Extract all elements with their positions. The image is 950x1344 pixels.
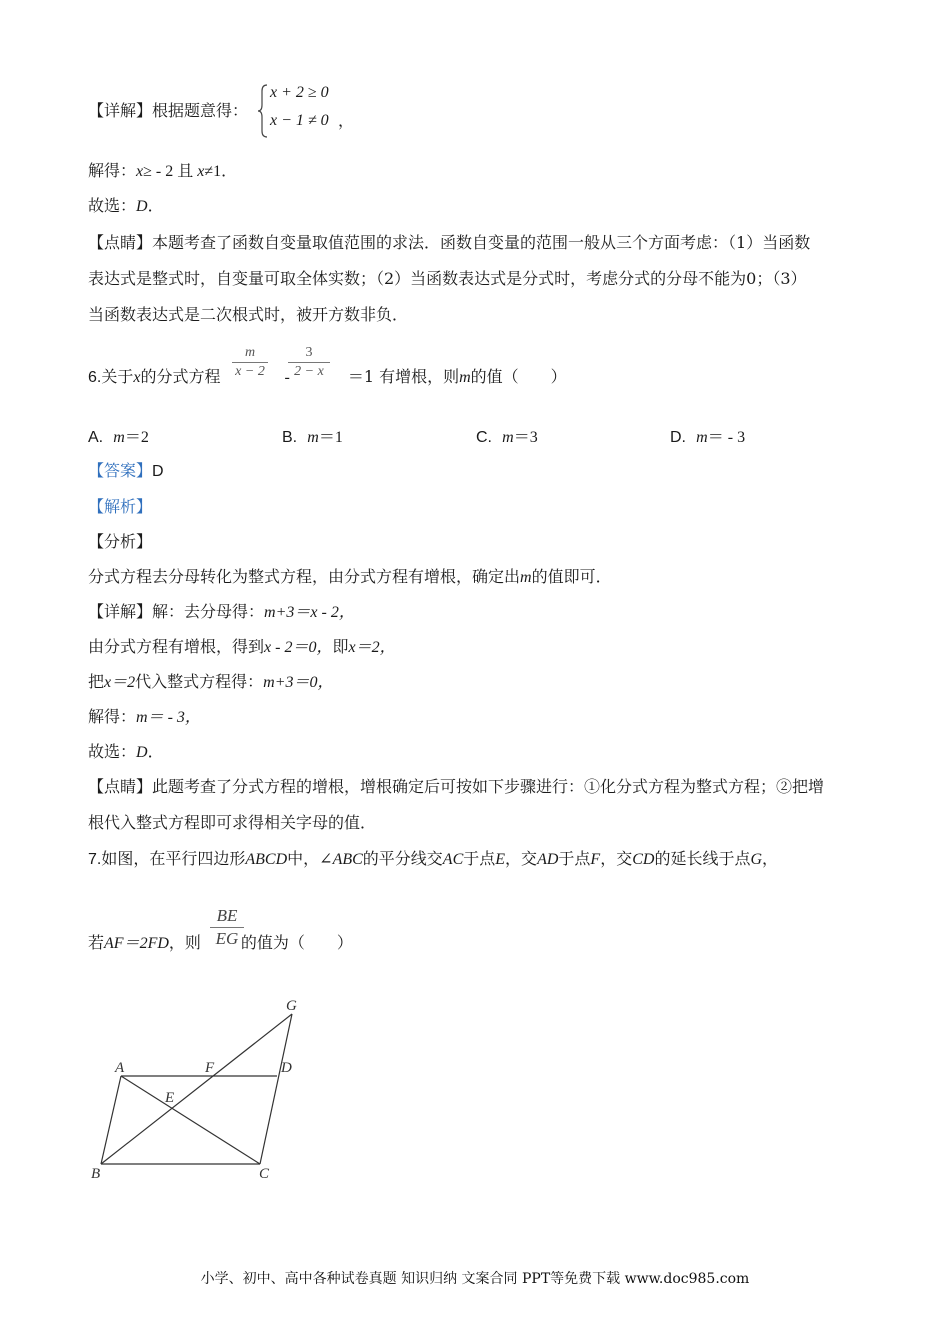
detail-end: ． bbox=[147, 742, 164, 761]
q6-frac2-numerator: 3 bbox=[305, 345, 313, 360]
q7-text: ，则 bbox=[168, 933, 201, 952]
q6-option-c[interactable] bbox=[476, 424, 538, 447]
q6-number: 6. bbox=[88, 369, 102, 386]
q7-frac-denominator: EG bbox=[215, 929, 239, 948]
detail-equation: x - 2＝0， bbox=[264, 639, 333, 656]
solve-var-x: x bbox=[136, 163, 144, 180]
q7-math: AD bbox=[537, 851, 559, 868]
q7-math: ABC bbox=[332, 851, 363, 868]
detail-text: 解得： bbox=[88, 707, 137, 726]
q7-math: G bbox=[750, 851, 763, 868]
q6-option-d[interactable] bbox=[670, 424, 745, 447]
page-footer: 小学、初中、高中各种试卷真题 知识归纳 文案合同 PPT等免费下载 www.doc985.com bbox=[200, 1271, 750, 1287]
detail-equation: m+3＝0， bbox=[263, 674, 334, 691]
detail-equation: x＝2， bbox=[348, 639, 396, 656]
fenxi-text-b: 的值即可． bbox=[531, 567, 612, 586]
solve-relation: ≥ - 2 且 bbox=[143, 163, 198, 180]
q6-option-b[interactable] bbox=[282, 424, 343, 447]
option-var: m bbox=[307, 429, 319, 446]
q6-var-x: x bbox=[133, 369, 141, 386]
label-g: G bbox=[286, 998, 297, 1014]
choose-line bbox=[88, 195, 164, 218]
detail-text: 把 bbox=[88, 672, 105, 691]
option-value: ＝2 bbox=[124, 429, 149, 446]
q7-number: 7. bbox=[88, 851, 102, 868]
point-line-2: 表达式是整式时，自变量可取全体实数；（2）当函数表达式是分式时，考虑分式的分母不能为0；（3） bbox=[88, 269, 807, 288]
q7-text: ， bbox=[762, 849, 779, 868]
system-comma: ， bbox=[338, 111, 355, 130]
q7-math: ABCD bbox=[245, 851, 288, 868]
q6-option-a[interactable] bbox=[88, 424, 149, 447]
choose-answer: D bbox=[136, 198, 148, 215]
analysis-label: 【解析】 bbox=[88, 497, 153, 516]
q7-text: 的值为（ ） bbox=[240, 933, 353, 952]
detail-label: 【详解】 bbox=[88, 101, 153, 120]
q7-text: 于点 bbox=[558, 849, 591, 868]
point-label: 【点睛】 bbox=[88, 777, 153, 796]
detail-text: 即 bbox=[332, 637, 349, 656]
label-e: E bbox=[165, 1090, 175, 1106]
solve-rest: ≠1． bbox=[204, 163, 238, 180]
q7-text: 于点 bbox=[463, 849, 496, 868]
solve-prefix: 解得： bbox=[88, 161, 137, 180]
point-line-1 bbox=[88, 232, 810, 254]
detail-equation: m＝ - 3， bbox=[136, 709, 201, 726]
q7-frac-numerator: BE bbox=[216, 906, 238, 925]
option-letter: B. bbox=[282, 429, 298, 446]
option-var: m bbox=[113, 429, 125, 446]
q7-stem-line-1 bbox=[88, 848, 778, 871]
q6-detail-line-2 bbox=[88, 636, 396, 659]
q7-text: ，交 bbox=[600, 849, 633, 868]
detail-answer: D bbox=[136, 744, 148, 761]
option-letter: D. bbox=[670, 429, 686, 446]
point-text-1: 本题考查了函数自变量取值范围的求法．函数自变量的范围一般从三个方面考虑：（1）当函数 bbox=[152, 233, 811, 252]
q6-text-b: 的分式方程 bbox=[140, 367, 221, 386]
q6-text-c: ＝1 有增根，则 bbox=[347, 367, 460, 386]
inequality-row-1: x + 2 ≥ 0 bbox=[270, 84, 329, 101]
choose-end: ． bbox=[147, 196, 164, 215]
q7-text: 中，∠ bbox=[287, 849, 333, 868]
q7-fraction bbox=[210, 905, 244, 950]
q7-math: AC bbox=[442, 851, 464, 868]
q7-text: 如图，在平行四边形 bbox=[101, 849, 246, 868]
q6-point-line-1 bbox=[88, 776, 824, 798]
parallelogram-figure bbox=[85, 990, 315, 1190]
q6-text-d: 的值（ ） bbox=[470, 367, 567, 386]
inequality-system bbox=[258, 84, 348, 138]
q7-math: E bbox=[495, 851, 506, 868]
fenxi-var: m bbox=[520, 569, 532, 586]
detail-text: 解：去分母得： bbox=[152, 602, 265, 621]
q7-math: CD bbox=[632, 851, 655, 868]
q6-frac1-numerator: m bbox=[244, 345, 256, 360]
q6-text-a: 关于 bbox=[101, 367, 134, 386]
q6-detail-line-3 bbox=[88, 671, 334, 694]
answer-value: D bbox=[152, 463, 164, 480]
option-value: ＝ - 3 bbox=[707, 429, 746, 446]
point-label: 【点睛】 bbox=[88, 233, 153, 252]
label-f: F bbox=[205, 1060, 215, 1076]
answer-label: 【答案】 bbox=[88, 461, 153, 480]
choose-prefix: 故选： bbox=[88, 196, 137, 215]
q7-math: F bbox=[590, 851, 601, 868]
fenxi-label: 【分析】 bbox=[88, 532, 153, 551]
option-value: ＝3 bbox=[513, 429, 538, 446]
q6-frac2-denominator: 2 − x bbox=[294, 364, 324, 379]
option-var: m bbox=[502, 429, 514, 446]
detail-text: 根据题意得： bbox=[152, 101, 249, 120]
label-d: D bbox=[281, 1060, 292, 1076]
q6-detail-line-5 bbox=[88, 741, 164, 764]
q7-text: ，交 bbox=[505, 849, 538, 868]
option-letter: A. bbox=[88, 429, 104, 446]
solve-line bbox=[88, 160, 237, 183]
q7-text: 的延长线于点 bbox=[654, 849, 751, 868]
detail-text: 代入整式方程得： bbox=[135, 672, 264, 691]
brace-icon bbox=[258, 84, 268, 138]
fenxi-text-a: 分式方程去分母转化为整式方程，由分式方程有增根，确定出 bbox=[88, 567, 521, 586]
q6-minus: - bbox=[284, 369, 290, 386]
detail-line-1 bbox=[88, 100, 248, 122]
fenxi-line bbox=[88, 566, 612, 589]
option-var: m bbox=[696, 429, 708, 446]
point-line-3: 当函数表达式是二次根式时，被开方数非负． bbox=[88, 305, 409, 324]
q7-text: 的平分线交 bbox=[362, 849, 443, 868]
q6-var-m: m bbox=[459, 369, 471, 386]
label-b: B bbox=[91, 1166, 101, 1182]
detail-text: 故选： bbox=[88, 742, 137, 761]
label-c: C bbox=[259, 1166, 270, 1182]
option-letter: C. bbox=[476, 429, 492, 446]
q6-point-line-2: 根代入整式方程即可求得相关字母的值． bbox=[88, 813, 377, 832]
segment-bg bbox=[101, 1014, 292, 1164]
q7-text: 若 bbox=[88, 933, 105, 952]
q6-fraction-1 bbox=[232, 344, 268, 381]
solve-var-x-2: x bbox=[197, 163, 205, 180]
q6-fraction-2 bbox=[288, 344, 330, 381]
q7-math: AF＝2FD bbox=[104, 935, 169, 952]
inequality-row-2: x − 1 ≠ 0 bbox=[270, 112, 329, 129]
detail-text: 由分式方程有增根，得到 bbox=[88, 637, 265, 656]
detail-equation: m+3＝x - 2， bbox=[264, 604, 355, 621]
q6-frac1-denominator: x − 2 bbox=[235, 364, 265, 379]
point-text: 此题考查了分式方程的增根，增根确定后可按如下步骤进行：①化分式方程为整式方程；②把增 bbox=[152, 777, 825, 796]
q6-answer-line bbox=[88, 460, 164, 483]
detail-equation: x＝2 bbox=[104, 674, 136, 691]
label-a: A bbox=[115, 1060, 125, 1076]
detail-label: 【详解】 bbox=[88, 602, 153, 621]
q6-detail-line-4 bbox=[88, 706, 201, 729]
option-value: ＝1 bbox=[318, 429, 343, 446]
segment-ac bbox=[121, 1076, 260, 1164]
segment-cg bbox=[260, 1014, 292, 1164]
q6-detail-line-1 bbox=[88, 601, 355, 624]
